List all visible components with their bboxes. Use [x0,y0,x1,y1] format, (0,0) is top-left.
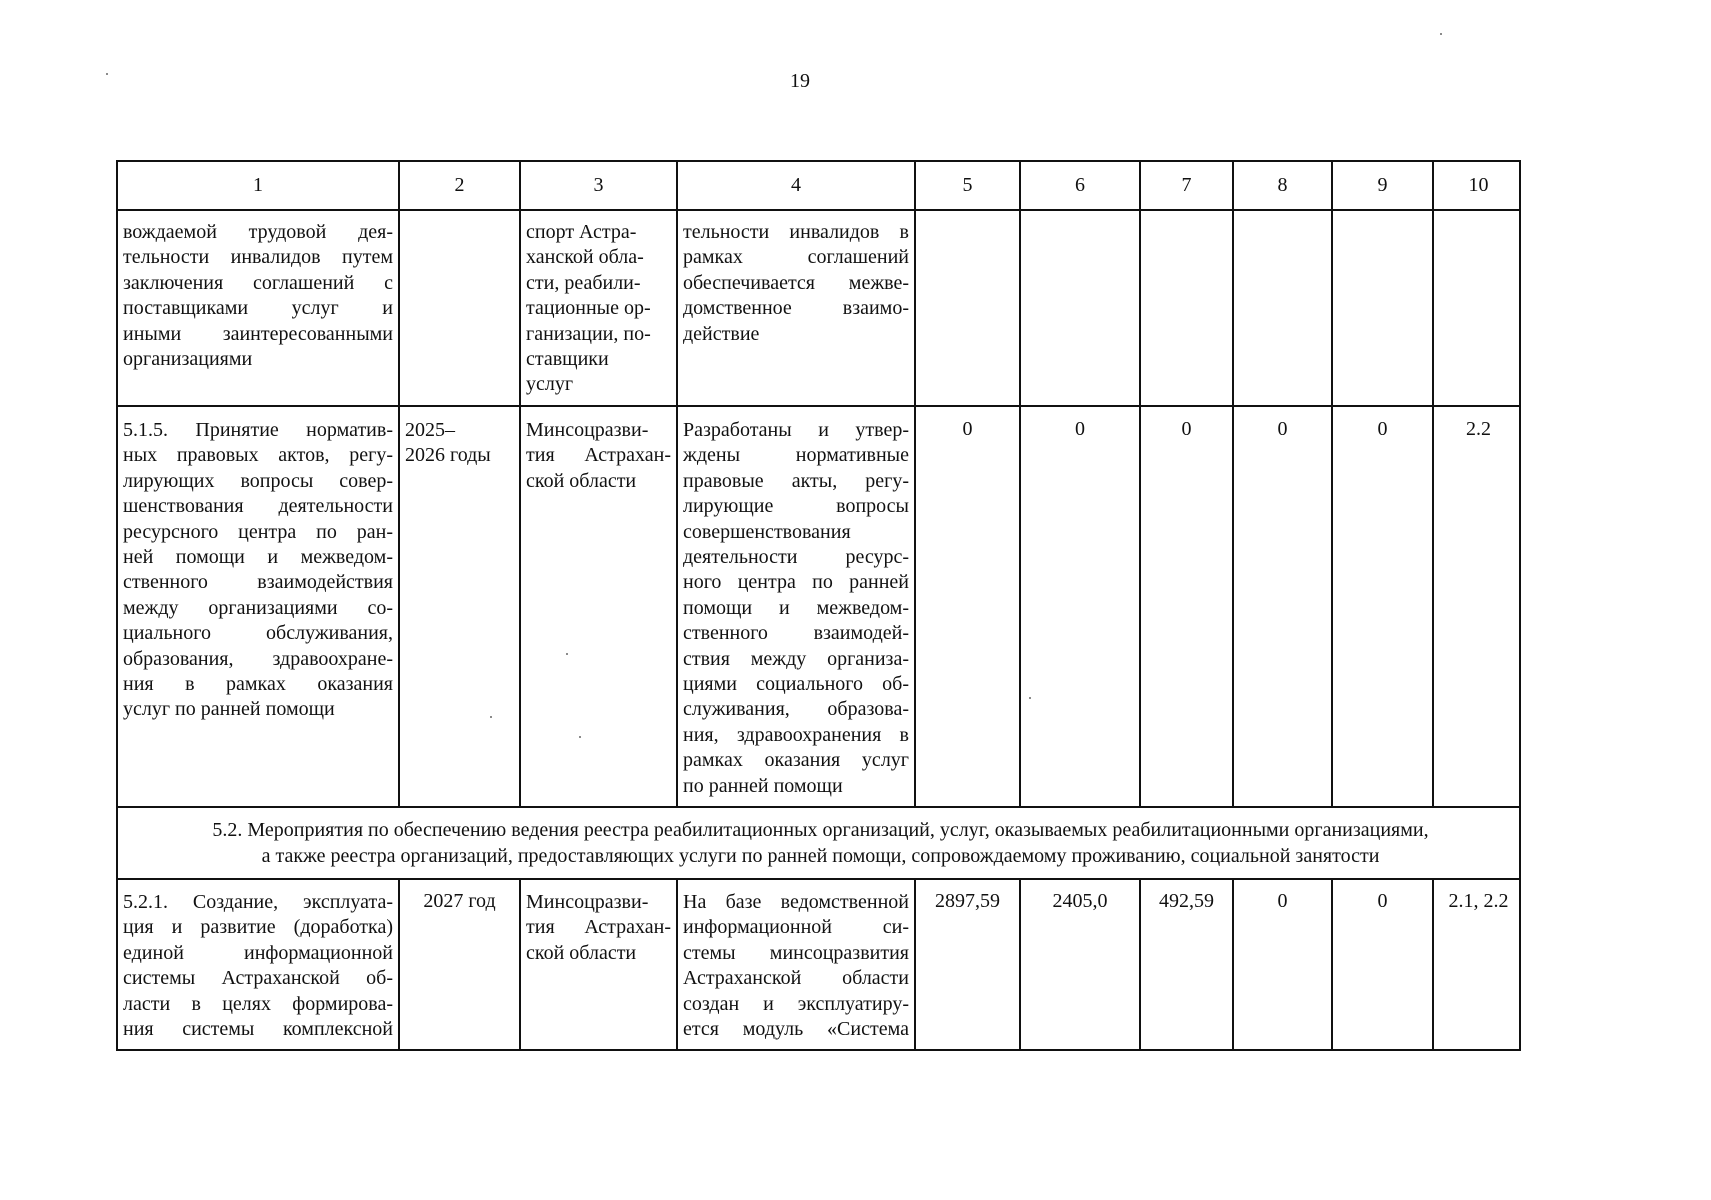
text-line: 2026 годы [405,444,491,467]
text-line: действие [683,322,760,345]
header-col-10: 10 [1468,174,1489,196]
header-col-3: 3 [593,174,604,196]
section-heading-line: а также реестра организаций, предоставляющих услуги по ранней помощи, сопровождаемому проживанию, социальной занятости [261,845,1380,867]
text-line: тия Астрахан- [526,916,671,939]
text-line: На базе ведомственной [683,891,909,913]
cell-515-col3 [521,418,676,494]
row-divider [118,878,1521,880]
section-heading-5-2 [118,808,1521,878]
header-col-4: 4 [791,174,801,196]
text-line: служивания, образова- [683,698,909,721]
text-line: совершенствования [683,520,851,543]
cell-cont-col4 [678,220,914,347]
text-line: 5.1.5. Принятие норматив- [123,419,393,441]
header-col-2: 2 [454,174,465,196]
text-line: ния, здравоохранения в [683,723,909,746]
text-line: поставщиками услуг и [123,297,393,320]
text-line: ханской обла- [526,246,644,269]
cell-515-col9: 0 [1377,418,1388,440]
text-line: ставщики [526,348,609,371]
cell-cont-col1 [118,220,398,372]
text-line: ресурсного центра по ран- [123,520,393,543]
text-line: деятельности ресурс- [683,546,909,569]
text-line: образования, здравоохране- [123,647,393,670]
cell-515-col1 [118,418,398,723]
text-line: Астраханской области [683,967,909,990]
text-line: тельности инвалидов в [683,221,909,243]
text-line: организациями [123,348,253,371]
cell-515-col5: 0 [962,418,973,440]
col-divider [1019,162,1021,1051]
text-line: информационной си- [683,916,909,939]
text-line: Разработаны и утвер- [683,419,909,441]
col-divider [1232,162,1234,1051]
cell-515-col6: 0 [1075,418,1085,440]
text-line: системы Астраханской об- [123,967,393,990]
text-line: помощи и межведом- [683,596,909,619]
text-line: правовые акты, регу- [683,469,909,492]
text-line: ней помощи и межведом- [123,546,393,569]
cell-521-col9: 0 [1377,890,1388,912]
text-line: рамках оказания услуг [683,749,909,772]
text-line: лирующих вопросы совер- [123,469,393,492]
text-line: услуг по ранней помощи [123,698,335,721]
scan-speck [579,736,581,738]
col-divider [914,162,916,1051]
text-line: ственного взаимодей- [683,622,909,645]
text-line: рамках соглашений [683,246,909,269]
scan-speck [1440,33,1442,35]
cell-515-col4 [678,418,914,799]
col-divider [398,162,400,1051]
cell-cont-col3 [521,220,676,398]
cell-521-col3 [521,890,676,966]
header-col-6: 6 [1075,174,1085,196]
col-divider [1331,162,1333,1051]
cell-521-col1 [118,890,398,1042]
text-line: ных правовых актов, регу- [123,444,393,467]
col-divider [1432,162,1434,1051]
text-line: ждены нормативные [683,444,909,467]
text-line: тельности инвалидов путем [123,246,393,269]
text-line: тия Астрахан- [526,444,671,467]
cell-515-col10: 2.2 [1466,418,1491,440]
text-line: ской области [526,941,637,964]
text-line: создан и эксплуатиру- [683,992,909,1015]
text-line: вождаемой трудовой дея- [123,221,393,243]
text-line: тационные ор- [526,297,651,320]
page-number: 19 [790,70,810,92]
text-line: иными заинтересованными [123,322,393,345]
header-col-8: 8 [1277,174,1288,196]
text-line: ствия между организа- [683,647,909,670]
text-line: ганизации, по- [526,322,651,345]
cell-521-col4 [678,890,914,1042]
text-line: между организациями со- [123,596,393,619]
text-line: ской области [526,469,637,492]
text-line: заключения соглашений с [123,271,393,294]
header-col-7: 7 [1181,174,1192,196]
scan-speck [106,73,108,75]
text-line: ния в рамках оказания [123,673,393,696]
cell-521-col6: 2405,0 [1052,890,1108,912]
text-line: ния системы комплексной [123,1018,393,1041]
text-line: единой информационной [123,941,393,964]
text-line: сти, реабили- [526,271,641,294]
text-line: ция и развитие (доработка) [123,916,393,939]
text-line: лирующие вопросы [683,495,909,518]
scan-speck [1029,697,1031,699]
cell-521-col7: 492,59 [1159,890,1214,912]
cell-521-col5: 2897,59 [935,890,1000,912]
cell-521-col10: 2.1, 2.2 [1448,890,1509,912]
cell-521-col8: 0 [1277,890,1288,912]
text-line: ного центра по ранней [683,571,909,594]
text-line: 2025– [405,419,455,441]
text-line: ласти в целях формирова- [123,992,393,1015]
text-line: услуг [526,373,574,396]
text-line: спорт Астра- [526,221,637,243]
text-line: стемы минсоцразвития [683,941,909,964]
text-line: циями социального об- [683,673,909,696]
text-line: домственное взаимо- [683,297,909,320]
data-table [116,160,1521,1051]
text-line: циального обслуживания, [123,622,393,645]
scan-speck [566,653,568,655]
text-line: ственного взаимодействия [123,571,393,594]
text-line: по ранней помощи [683,774,843,797]
text-line: ется модуль «Система [683,1018,909,1041]
text-line: обеспечивается межве- [683,271,909,294]
section-heading-line: 5.2. Мероприятия по обеспечению ведения реестра реабилитационных организаций, услуг, оказываемых реабилитационными организациями, [212,819,1429,841]
header-col-1: 1 [253,174,263,196]
cell-515-col2 [400,418,519,469]
header-col-5: 5 [962,174,973,196]
scan-speck [490,716,492,718]
row-divider [118,209,1521,211]
text-line: Минсоцразви- [526,419,649,441]
col-divider [1139,162,1141,1051]
cell-521-col2: 2027 год [423,890,496,912]
text-line: шенствования деятельности [123,495,393,518]
text-line: 5.2.1. Создание, эксплуата- [123,891,393,913]
header-col-9: 9 [1377,174,1388,196]
cell-515-col7: 0 [1181,418,1192,440]
cell-515-col8: 0 [1277,418,1288,440]
row-divider [118,405,1521,407]
text-line: Минсоцразви- [526,891,649,913]
